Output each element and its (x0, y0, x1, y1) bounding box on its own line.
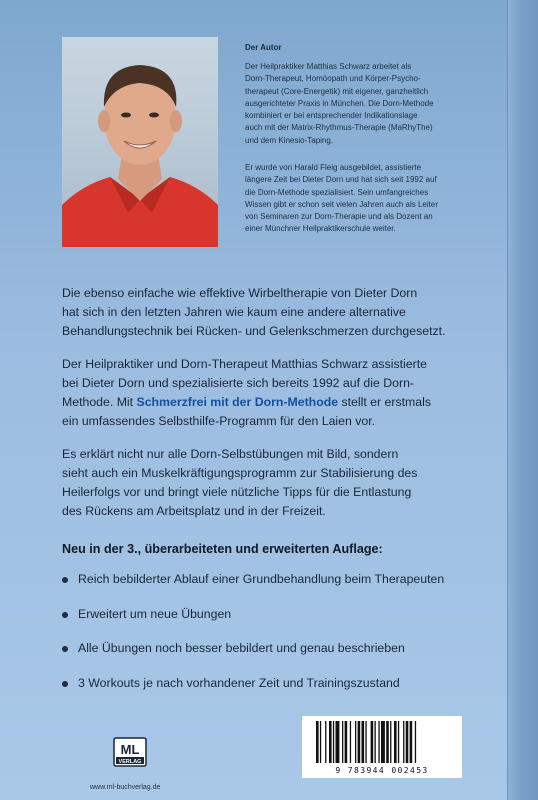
author-bio-line: Dorn-Therapeut, Homöopath und Körper-Psycho- (245, 74, 421, 84)
author-bio-paragraph-2 (245, 162, 438, 236)
barcode-bar (410, 721, 413, 763)
author-bio-line: die Dorn-Methode spezialisiert. Sein umfangreiches (245, 187, 429, 197)
blurb-line: bei Dieter Dorn und spezialisierte sich bereits 1992 auf die Dorn- (62, 376, 415, 390)
barcode-bar (415, 721, 416, 763)
barcode-bar (378, 721, 379, 763)
barcode-bar (342, 721, 343, 763)
author-bio-line: einer Münchner Heilpraktikerschule weiter. (245, 224, 396, 234)
blurb-paragraph-2 (62, 355, 431, 431)
author-bio-line: Wissen gibt er schon seit vielen Jahren auch als Leiter (245, 199, 438, 209)
blurb-line: Heilerfolgs vor und bringt viele nützliche Tipps für die Entlastung (62, 485, 412, 499)
publisher-logo-subtext: VERLAG (118, 759, 142, 765)
publisher-url: www.ml-buchverlag.de (90, 784, 161, 791)
author-heading: Der Autor (245, 43, 282, 52)
author-bio-line: Er wurde von Harald Fleig ausgebildet, assistierte (245, 163, 422, 172)
barcode-bar (336, 721, 340, 763)
book-spine-edge (507, 0, 538, 800)
barcode-bar (345, 721, 348, 763)
barcode-bar (329, 721, 332, 763)
blurb-line: Der Heilpraktiker und Dorn-Therapeut Matthias Schwarz assistierte (62, 357, 427, 371)
blurb-paragraph-1 (62, 284, 445, 341)
barcode-bar (403, 721, 404, 763)
blurb-line: Es erklärt nicht nur alle Dorn-Selbstübungen mit Bild, sondern (62, 447, 399, 461)
barcode-bar (355, 721, 356, 763)
barcode-bar (316, 721, 319, 763)
barcode-bars (316, 721, 448, 763)
barcode-bar (325, 721, 326, 763)
new-edition-heading: Neu in der 3., überarbeiteten und erweiterten Auflage: (62, 542, 383, 556)
blurb-line: des Rückens am Arbeitsplatz und in der Freizeit. (62, 504, 326, 518)
blurb-line-with-title (62, 393, 431, 412)
author-bio-paragraph-1 (245, 61, 434, 147)
author-bio-line: von Seminaren zur Dorn-Therapie und als Dozent an (245, 212, 433, 222)
blurb-text: stellt er erstmals (338, 395, 431, 409)
barcode-bar (320, 721, 321, 763)
barcode-bar (398, 721, 399, 763)
author-bio-line: kombiniert er bei entsprechender Indikationslage (245, 111, 418, 121)
barcode-bar (358, 721, 361, 763)
barcode (302, 716, 462, 778)
barcode-bar (386, 721, 389, 763)
barcode-bar (365, 721, 366, 763)
author-bio-line: längere Zeit bei Dieter Dorn und hat sich seit 1992 auf (245, 175, 437, 185)
barcode-bar (390, 721, 391, 763)
barcode-number: 9 783944 002453 (335, 766, 429, 775)
list-item: Erweitert um neue Übungen (62, 607, 444, 642)
blurb-line: hat sich in den letzten Jahren wie kaum eine andere alternative (62, 305, 406, 319)
author-photo (62, 37, 218, 247)
new-edition-list (62, 572, 444, 710)
publisher-logo (113, 737, 147, 767)
barcode-bar (350, 721, 351, 763)
barcode-bar (362, 721, 365, 763)
blurb-line: Behandlungstechnik bei Rücken- und Gelenkschmerzen durchgesetzt. (62, 324, 446, 338)
book-title-highlight: Schmerzfrei mit der Dorn-Methode (136, 395, 339, 409)
author-bio-line: auch mit der Matrix-Rhythmus-Therapie (MaRhyThe) (245, 123, 433, 133)
blurb-line: Die ebenso einfache wie effektive Wirbeltherapie von Dieter Dorn (62, 286, 418, 300)
blurb-text: Methode. Mit (62, 395, 137, 409)
list-item: Reich bebilderter Ablauf einer Grundbehandlung beim Therapeuten (62, 572, 444, 607)
barcode-bar (406, 721, 409, 763)
blurb-line: ein umfassendes Selbsthilfe-Programm für den Laien vor. (62, 414, 376, 428)
author-bio-line: ausgerichteter Praxis in München. Die Dorn-Methode (245, 98, 434, 108)
barcode-bar (381, 721, 385, 763)
barcode-bar (371, 721, 374, 763)
barcode-bar (333, 721, 334, 763)
blurb-paragraph-3 (62, 445, 417, 521)
publisher-logo-text: ML (120, 742, 140, 757)
list-item: Alle Übungen noch besser bebildert und genau beschrieben (62, 641, 444, 676)
author-bio-line: therapeut (Core-Energetik) mit eigener, ganzheitlich (245, 86, 429, 96)
barcode-bar (375, 721, 376, 763)
list-item: 3 Workouts je nach vorhandener Zeit und Trainingszustand (62, 676, 444, 711)
author-bio-line: und dem Kinesio-Taping. (245, 135, 334, 145)
author-bio-line: Der Heilpraktiker Matthias Schwarz arbeitet als (245, 62, 412, 71)
barcode-bar (394, 721, 397, 763)
blurb-line: sieht auch ein Muskelkräftigungsprogramm zur Stabilisierung des (62, 466, 418, 480)
